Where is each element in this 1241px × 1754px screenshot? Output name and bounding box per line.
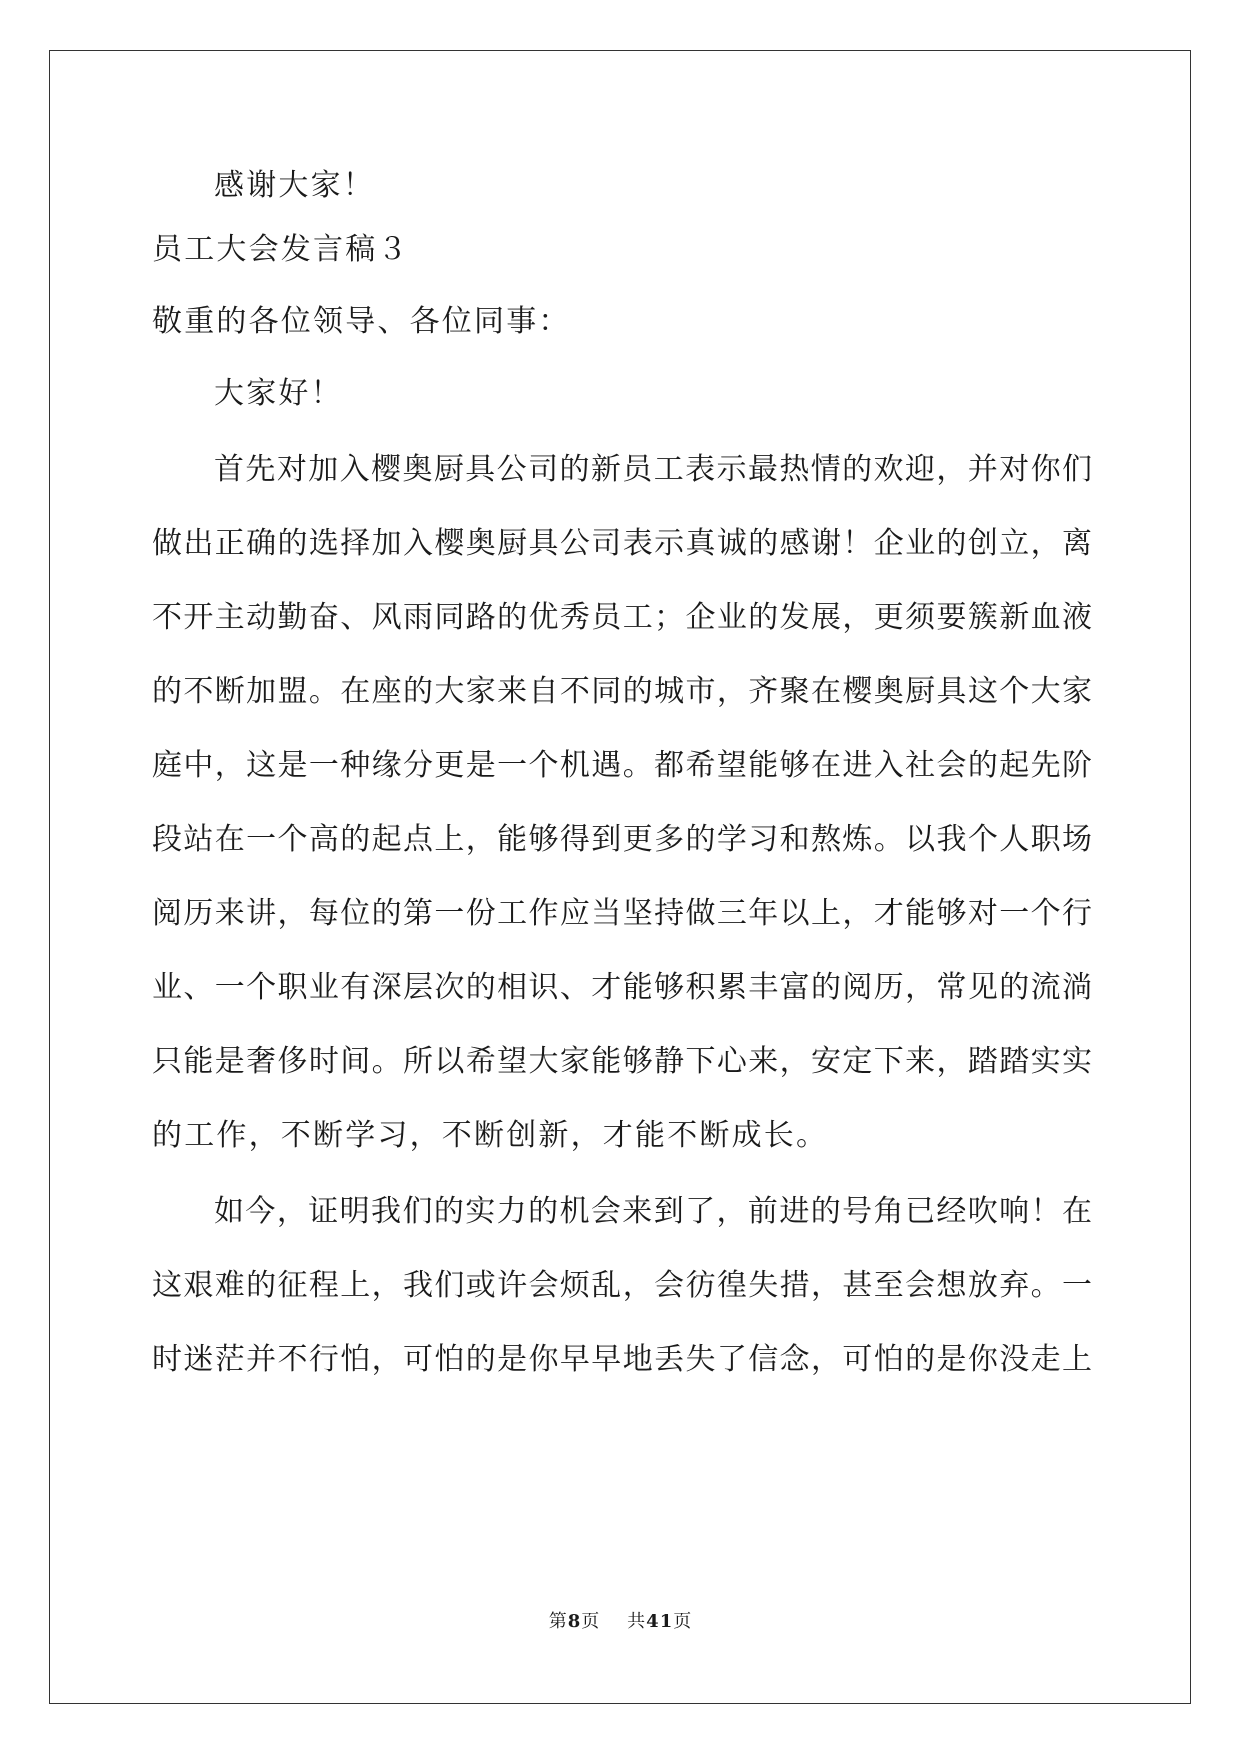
paragraph-2-line-1: 如今，证明我们的实力的机会来到了，前进的号角已经吹响！在 [214, 1194, 1092, 1229]
page-footer [0, 1607, 1241, 1633]
paragraph-1-line-10: 的工作，不断学习，不断创新，才能不断成长。 [152, 1118, 829, 1153]
salutation: 敬重的各位领导、各位同事： [152, 304, 571, 339]
section-title: 员工大会发言稿３ [152, 232, 410, 267]
page-number: 8 [567, 1611, 582, 1632]
paragraph-1-line-6: 段站在一个高的起点上，能够得到更多的学习和熬炼。以我个人职场 [152, 822, 1092, 857]
paragraph-1-line-7: 阅历来讲，每位的第一份工作应当坚持做三年以上，才能够对一个行 [152, 896, 1092, 931]
paragraph-2-line-3: 时迷茫并不行怕，可怕的是你早早地丢失了信念，可怕的是你没走上 [152, 1342, 1092, 1377]
page-border [49, 50, 1191, 1704]
paragraph-1-line-2: 做出正确的选择加入樱奥厨具公司表示真诚的感谢！企业的创立，离 [152, 526, 1092, 561]
closing-line: 感谢大家！ [214, 168, 375, 203]
total-label-suffix: 页 [673, 1611, 693, 1632]
paragraph-1-line-9: 只能是奢侈时间。所以希望大家能够静下心来，安定下来，踏踏实实 [152, 1044, 1092, 1079]
total-label-prefix: 共 [627, 1611, 647, 1632]
total-pages: 41 [646, 1611, 674, 1632]
greeting: 大家好！ [214, 376, 343, 411]
paragraph-1-line-4: 的不断加盟。在座的大家来自不同的城市，齐聚在樱奥厨具这个大家 [152, 674, 1092, 709]
page-label-prefix: 第 [548, 1611, 568, 1632]
paragraph-2-line-2: 这艰难的征程上，我们或许会烦乱，会彷徨失措，甚至会想放弃。一 [152, 1268, 1092, 1303]
paragraph-1-line-1: 首先对加入樱奥厨具公司的新员工表示最热情的欢迎，并对你们 [214, 452, 1092, 487]
paragraph-1-line-8: 业、一个职业有深层次的相识、才能够积累丰富的阅历，常见的流淌 [152, 970, 1092, 1005]
paragraph-1-line-3: 不开主动勤奋、风雨同路的优秀员工；企业的发展，更须要簇新血液 [152, 600, 1092, 635]
page-label-suffix: 页 [581, 1611, 601, 1632]
paragraph-1-line-5: 庭中，这是一种缘分更是一个机遇。都希望能够在进入社会的起先阶 [152, 748, 1092, 783]
